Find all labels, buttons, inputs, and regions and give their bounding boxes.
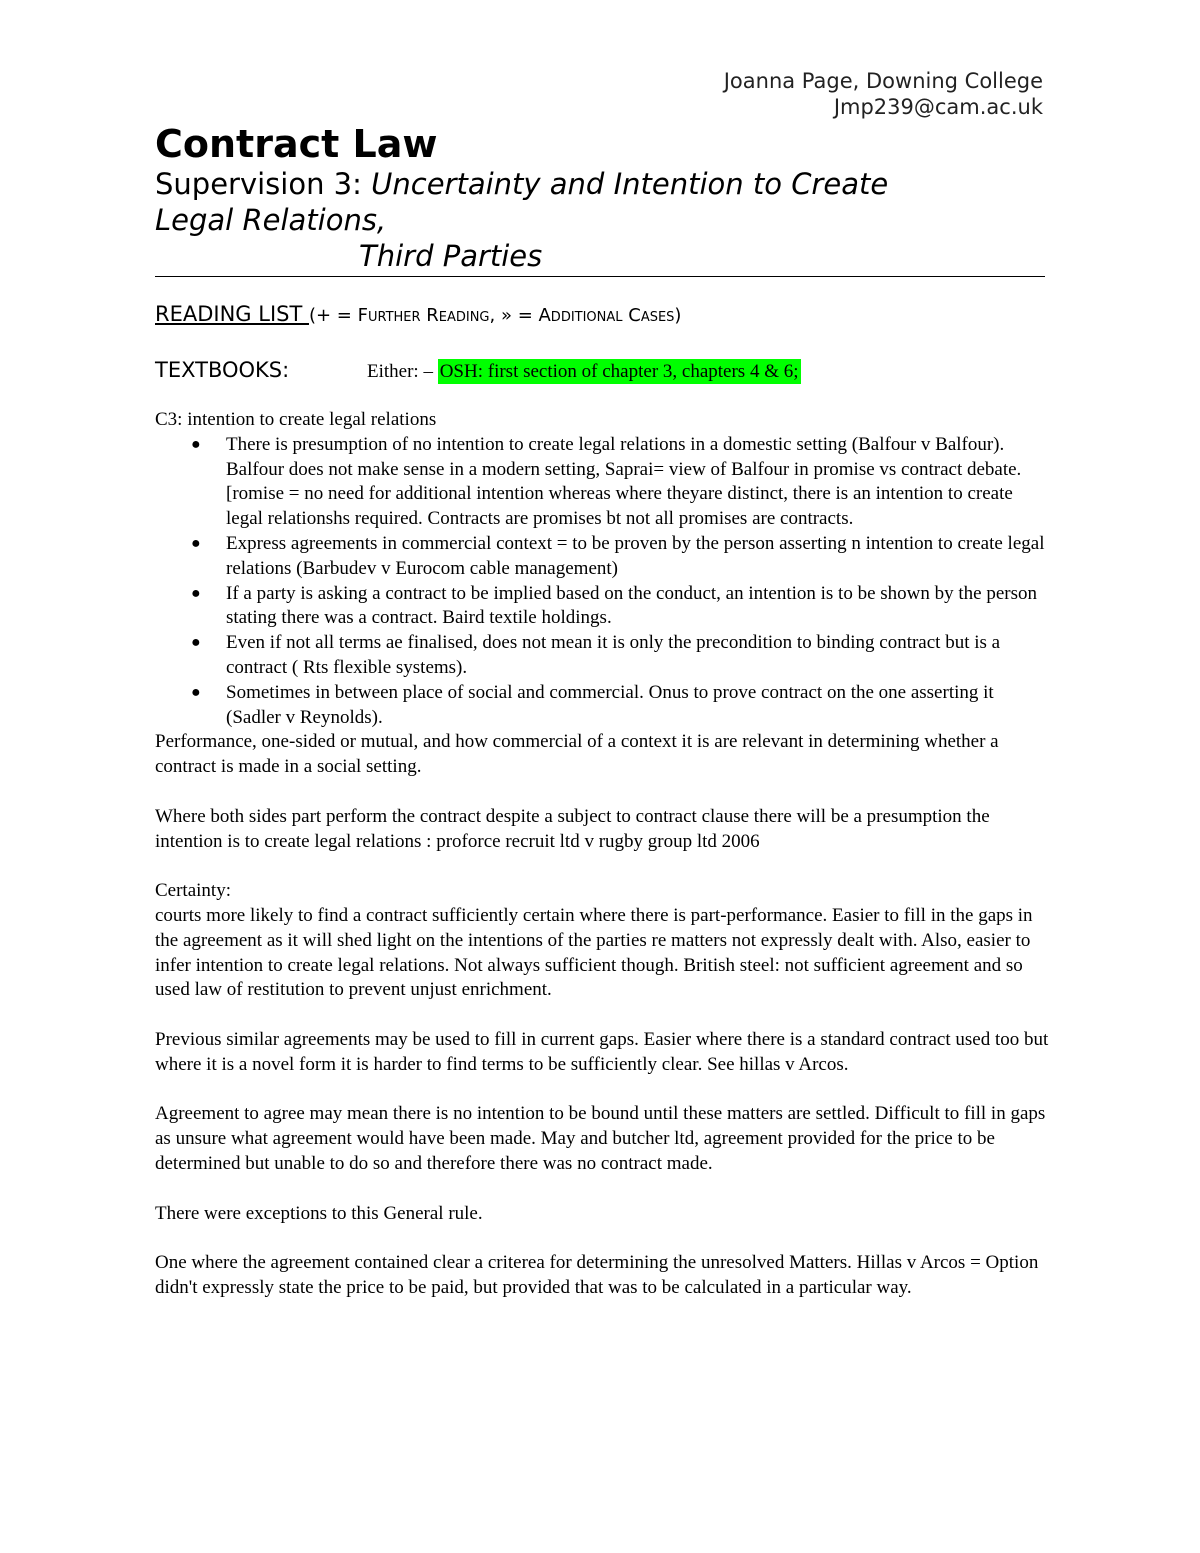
subtitle-topic-1: Uncertainty and Intention to Create [371, 167, 889, 201]
textbooks-either: Either: [367, 361, 419, 382]
c3-heading: C3: intention to create legal relations [155, 409, 437, 430]
notes-body [155, 408, 1050, 1301]
paragraph-exceptions: There were exceptions to this General rule. [155, 1202, 483, 1224]
c3-bullet-list [155, 433, 1050, 731]
author-email: Jmp239@cam.ac.uk [833, 95, 1043, 119]
reading-list-legend: (+ = Further Reading, » = Additional Cases) [308, 305, 682, 326]
list-item: ● Express agreements in commercial context = to be proven by the person asserting n intention to create legal relations (Barbudev v Eurocom cable management) [191, 532, 1045, 579]
title-divider [155, 276, 1045, 277]
subtitle [155, 166, 1045, 274]
paragraph-performance: Performance, one-sided or mutual, and how commercial of a context it is are relevant in determining whether a contract is made in a social setting. [155, 731, 999, 778]
certainty-heading: Certainty: [155, 880, 231, 902]
bullet-icon: ● [191, 683, 201, 701]
paragraph-agreement-to-agree: Agreement to agree may mean there is no intention to be bound until these matters are settled. Difficult to fill in gaps as unsure what agreement would have been made. May and butcher ltd, agreement provided for the price to be determined but unable to do so and therefore there was no contract made. [155, 1103, 1046, 1174]
author-name: Joanna Page, Downing College [723, 69, 1043, 93]
bullet-icon: ● [191, 584, 201, 602]
subtitle-topic-2: Legal Relations, [155, 203, 387, 237]
paragraph-part-performance: Where both sides part perform the contract despite a subject to contract clause there will be a presumption the intention is to create legal relations : proforce recruit ltd v rugby group ltd 2006 [155, 805, 990, 852]
textbooks-label: TEXTBOOKS: [155, 358, 290, 382]
bullet-icon: ● [191, 534, 201, 552]
bullet-icon: ● [191, 435, 201, 453]
list-item: ● There is presumption of no intention to create legal relations in a domestic setting (Balfour v Balfour). Balfour does not make sense in a modern setting, Saprai= view of Balfour in promise vs contract debate. [romise = no need for additional intention whereas where theyare distinct, there is an intention to create legal relationshs required. Contracts are promises bt not all promises are contracts. [191, 433, 1022, 530]
subtitle-topic-3: Third Parties [359, 239, 543, 273]
list-item: ● Sometimes in between place of social and commercial. Onus to prove contract on the one asserting it (Sadler v Reynolds). [191, 681, 994, 728]
document-title: Contract Law [155, 122, 438, 166]
list-item: ● Even if not all terms ae finalised, does not mean it is only the precondition to binding contract but is a contract ( Rts flexible systems). [191, 632, 1001, 678]
textbooks-dash: – [418, 361, 438, 382]
list-item: ● If a party is asking a contract to be implied based on the conduct, an intention is to be shown by the person stating there was a contract. Baird textile holdings. [191, 582, 1037, 629]
paragraph-previous-agreements: Previous similar agreements may be used to fill in current gaps. Easier where there is a standard contract used too but where it is a novel form it is harder to find terms to be sufficiently clear. See hillas v Arcos. [155, 1028, 1049, 1075]
paragraph-certainty: courts more likely to find a contract sufficiently certain where there is part-performance. Easier to fill in the gaps in the agreement as it will shed light on the intentions of the parties re matters not expressly dealt with. Also, easier to infer intention to create legal relations. Not always sufficient though. British steel: not sufficient agreement and so used law of restitution to prevent unjust enrichment. [155, 904, 1033, 1001]
author-block [724, 68, 1043, 120]
textbooks-row [155, 358, 801, 383]
subtitle-prefix: Supervision 3: [155, 167, 372, 201]
bullet-icon: ● [191, 634, 201, 652]
reading-list-label: READING LIST [155, 302, 309, 326]
textbooks-highlight: OSH: first section of chapter 3, chapters 4 & 6; [439, 361, 799, 382]
reading-list-heading [155, 302, 681, 326]
paragraph-one-where: One where the agreement contained clear a criterea for determining the unresolved Matters. Hillas v Arcos = Option didn't expressly state the price to be paid, but provided that was to be calculated in a particular way. [155, 1252, 1039, 1298]
